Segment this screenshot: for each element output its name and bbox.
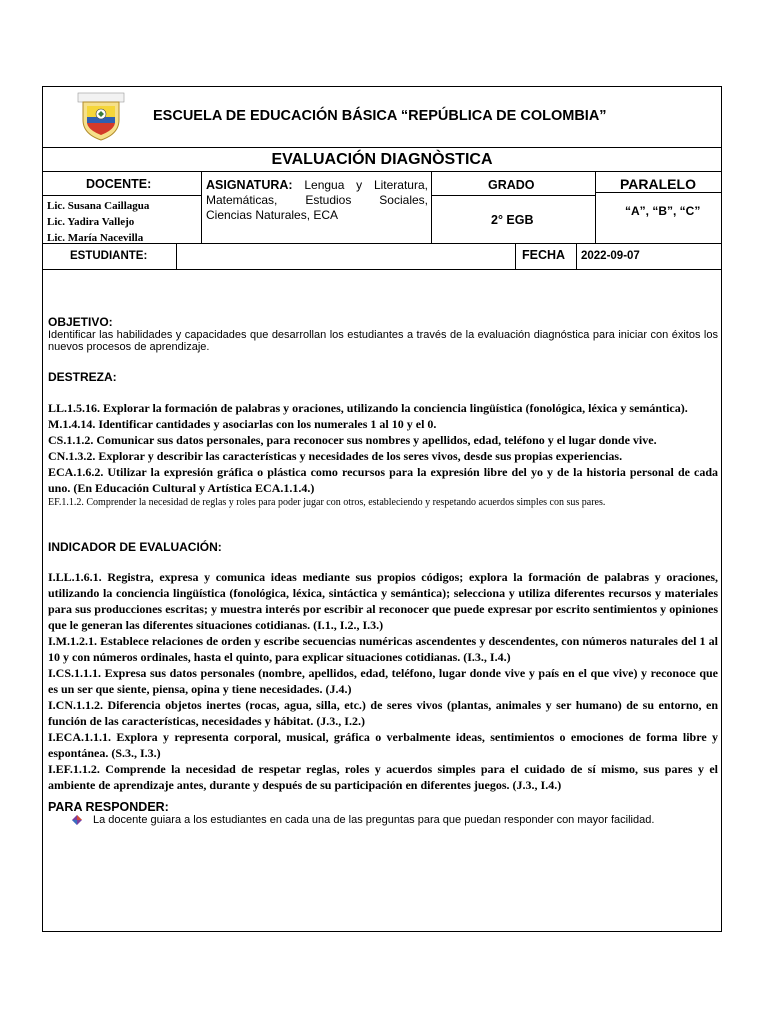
diamond-bullet-icon [72,815,82,825]
grado-label: GRADO [488,178,535,192]
indicador-item: I.LL.1.6.1. Registra, expresa y comunica ideas mediante sus propios códigos; explora la formación de palabras y oraciones, utilizando la conciencia lingüística (fonológica, léxica, sintáctica y semántica); selecciona y utiliza diferentes recursos y materiales para sus producciones escritas; y muestra interés por escribir al reconocer que puede expresar por escrito sentimientos y opiniones que le generan las diferentes situaciones cotidianas. (I.1., I.2., I.3.) [48,570,718,632]
grid-line [595,171,596,243]
document-body [48,315,718,826]
paralelo-value: “A”, “B”, “C” [625,204,701,218]
school-crest-logo [77,92,125,142]
fecha-value: 2022-09-07 [581,250,640,262]
asignatura-cell [206,178,428,223]
estudiante-label: ESTUDIANTE: [70,250,148,262]
grado-value: 2° EGB [491,213,534,227]
teacher-name: Lic. María Nacevilla [47,232,144,244]
teacher-list [47,198,149,246]
indicador-item: I.ECA.1.1.1. Explora y representa corporal, musical, gráfica o verbalmente ideas, sentimientos o emociones de forma libre y espontánea. (S.3., I.3.) [48,730,718,760]
responder-heading: PARA RESPONDER: [48,800,169,814]
teacher-name: Lic. Yadira Vallejo [47,216,135,228]
asignatura-value: Lengua y Literatura, Matemáticas, Estudios Sociales, Ciencias Naturales, ECA [206,178,428,222]
destreza-item: CN.1.3.2. Explorar y describir las características y necesidades de los seres vivos, desde sus propias experiencias. [48,449,623,463]
destreza-item: EF.1.1.2. Comprender la necesidad de reglas y roles para poder jugar con otros, estableciendo y respetando acuerdos simples con sus pares. [48,497,606,508]
indicador-list [48,569,718,793]
objetivo-text: Identificar las habilidades y capacidades que desarrollan los estudiantes a través de la evaluación diagnóstica para iniciar con éxitos los nuevos procesos de aprendizaje. [48,329,718,353]
indicador-item: I.CS.1.1.1. Expresa sus datos personales (nombre, apellidos, edad, teléfono, lugar donde vive y país en el que vive) y reconoce que es un ser que siente, piensa, opina y tiene necesidades. (J.4.) [48,666,718,696]
info-grid [43,171,721,244]
grid-line [515,243,516,269]
responder-bullet [48,814,718,826]
grid-line [576,243,577,269]
indicador-item: I.M.1.2.1. Establece relaciones de orden y escribe secuencias numéricas ascendentes y descendentes, con números naturales del 1 al 10 y con números ordinales, hasta el quinto, para explicar situaciones cotidianas. (I.3., I.4.) [48,634,718,664]
grid-line [595,192,721,193]
grid-line [201,171,202,243]
responder-text: La docente guiara a los estudiantes en cada una de las preguntas para que puedan responder con mayor facilidad. [93,814,655,826]
destreza-list [48,400,718,508]
grid-line [43,195,201,196]
docente-label: DOCENTE: [86,177,152,191]
indicador-heading: INDICADOR DE EVALUACIÓN: [48,540,222,554]
student-row [43,243,721,270]
destreza-item: CS.1.1.2. Comunicar sus datos personales, para reconocer sus nombres y apellidos, edad, teléfono y el lugar donde vive. [48,433,657,447]
teacher-name: Lic. Susana Caillagua [47,200,150,212]
asignatura-label: ASIGNATURA: [206,178,293,192]
indicador-item: I.EF.1.1.2. Comprende la necesidad de respetar reglas, roles y acuerdos simples para el cuidado de sí mismo, sus pares y el ambiente de aprendizaje antes, durante y después de su participación en diferentes juegos. (J.3., I.4.) [48,762,718,792]
evaluation-sheet [42,86,722,932]
paralelo-label: PARALELO [620,176,696,192]
fecha-label: FECHA [522,248,566,262]
school-header [43,87,721,148]
grid-line [176,243,177,269]
destreza-item: LL.1.5.16. Explorar la formación de palabras y oraciones, utilizando la conciencia lingüística (fonológica, léxica y semántica). [48,401,688,415]
destreza-heading: DESTREZA: [48,370,117,384]
school-name: ESCUELA DE EDUCACIÓN BÁSICA “REPÚBLICA DE COLOMBIA” [153,108,607,124]
evaluation-title: EVALUACIÓN DIAGNÒSTICA [43,147,721,172]
grid-line [431,195,595,196]
destreza-item: ECA.1.6.2. Utilizar la expresión gráfica o plástica como recursos para la expresión libre del yo y de la historia personal de cada uno. (En Educación Cultural y Artística ECA.1.1.4.) [48,465,718,495]
indicador-item: I.CN.1.1.2. Diferencia objetos inertes (rocas, agua, silla, etc.) de seres vivos (plantas, animales y ser humano) de su entorno, en función de las características, necesidades y hábitat. (J.3., I.2.) [48,698,718,728]
objetivo-heading: OBJETIVO: [48,315,113,329]
grid-line [431,171,432,243]
destreza-item: M.1.4.14. Identificar cantidades y asociarlas con los numerales 1 al 10 y el 0. [48,417,437,431]
